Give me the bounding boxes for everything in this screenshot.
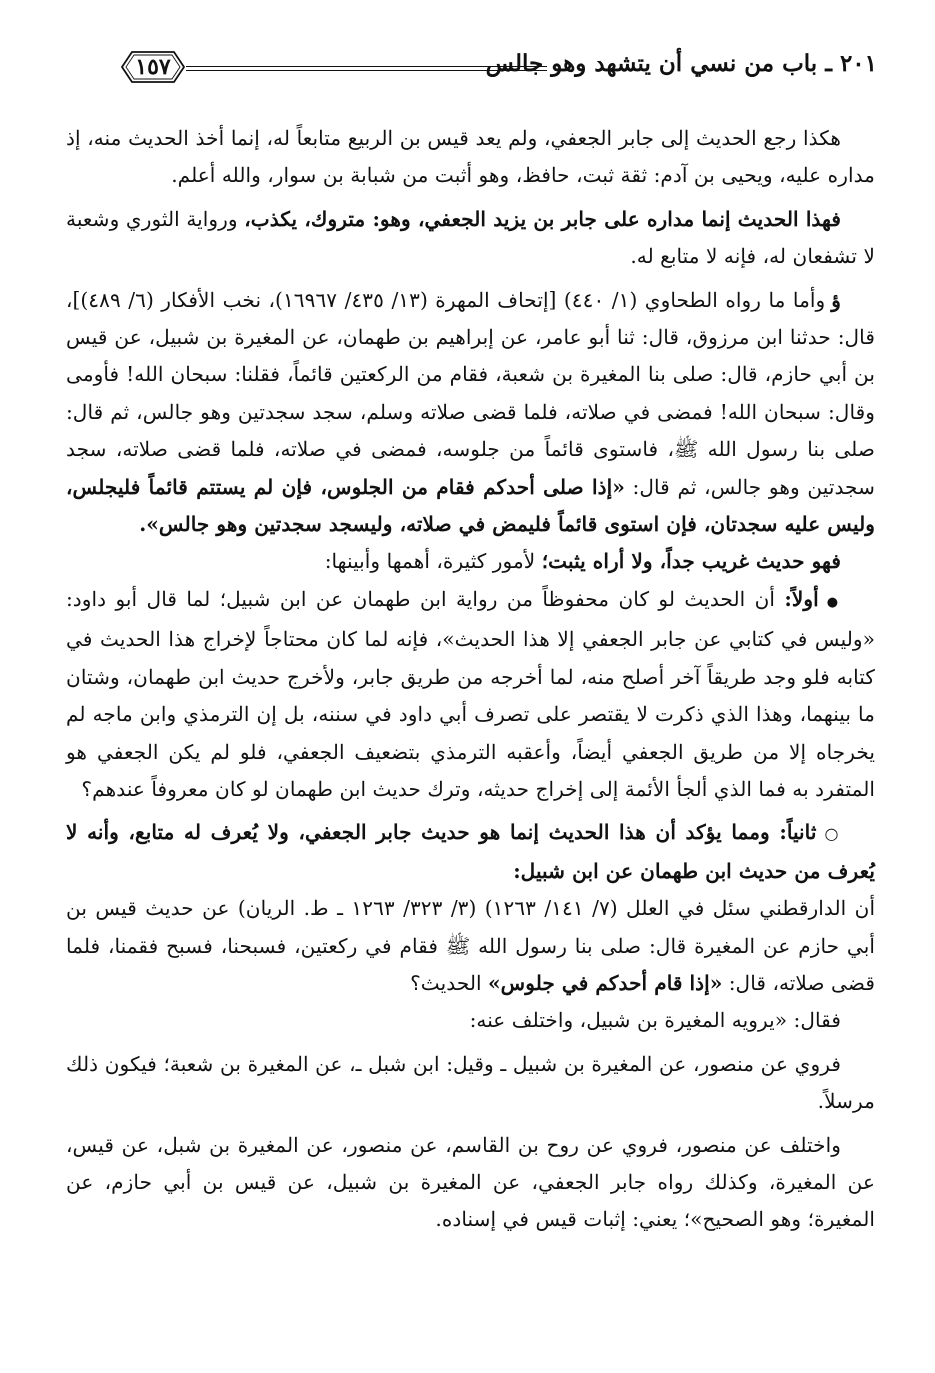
paragraph-5 bbox=[66, 581, 875, 808]
paragraph-7-text: أن الدارقطني سئل في العلل (٧/ ١٤١/ ١٢٦٣) (٣/ ٣٢٣/ ١٢٦٣ ـ ط. الريان) عن حديث قيس بن أبي حازم عن المغيرة قال: صلى بنا رسول الله ﷺ فقام في ركعتين، فسبحنا، فسبح فقمنا، فلما قضى صلاته، قال: bbox=[66, 896, 876, 995]
paragraph-1: هكذا رجع الحديث إلى جابر الجعفي، ولم يعد قيس بن الربيع متابعاً له، إنما أخذ الحديث منه، إذ مداره عليه، ويحيى بن آدم: ثقة ثبت، حافظ، وهو أثبت من شبابة بن سوار، والله أعلم. bbox=[66, 126, 875, 188]
paragraph-6 bbox=[66, 814, 875, 890]
paragraph-2 bbox=[66, 201, 875, 276]
paragraph-7-quote: «إذا قام أحدكم في جلوس» bbox=[488, 970, 723, 995]
paragraph-2-bold: فهذا الحديث إنما مداره على جابر بن يزيد الجعفي، وهو: متروك، يكذب، bbox=[244, 206, 841, 231]
paragraph-3 bbox=[66, 282, 875, 544]
paragraph-8: فقال: «يرويه المغيرة بن شبيل، واختلف عنه: bbox=[469, 1008, 841, 1033]
paragraph-7 bbox=[66, 890, 875, 1002]
hadith-marker-icon bbox=[825, 288, 841, 312]
paragraph-5-bold: أولاً: bbox=[784, 586, 819, 611]
paragraph-10: واختلف عن منصور، فروي عن روح بن القاسم، عن منصور، عن المغيرة بن شبل، عن قيس، عن المغيرة، وكذلك رواه جابر الجعفي، عن المغيرة بن شبيل، عن قيس بن أبي حازم، عن المغيرة؛ وهو الصحيح»؛ يعني: إثبات قيس في إسناده. bbox=[66, 1132, 875, 1232]
paragraph-4-bold: فهو حديث غريب جداً، ولا أراه يثبت؛ bbox=[541, 549, 841, 574]
paragraph-3-text: وأما ما رواه الطحاوي (١/ ٤٤٠) [إتحاف المهرة (١٣/ ٤٣٥/ ١٦٩٦٧)، نخب الأفكار (٦/ ٤٨٩)]، قال: حدثنا ابن مرزوق، قال: ثنا أبو عامر، عن إبراهيم بن طهمان، عن المغيرة بن شبيل، عن قيس بن أبي حازم، قال: صلى بنا المغيرة بن شعبة، فقام من الركعتين قائماً، فقلنا: سبحان الله! فأومى وقال: سبحان الله! فمضى في صلاته، فلما قضى صلاته وسلم، سجد سجدتين وهو جالس، ثم قال: صلى بنا رسول الله ﷺ، فاستوى قائماً من جلوسه، فمضى في صلاته، فلما قضى صلاته، سجد سجدتين وهو جالس، ثم قال: bbox=[66, 287, 876, 499]
paragraph-4 bbox=[66, 543, 875, 580]
paragraph-5-text: أن الحديث لو كان محفوظاً من رواية ابن طهمان عن ابن شبيل؛ لما قال أبو داود: «وليس في كتابي عن جابر الجعفي إلا هذا الحديث»، فإنه لما كان محتاجاً لإخراج هذا الحديث في كتابه فلو وجد طريقاً آخر أصلح منه، لما أخرجه من طريق جابر، ولأخرج حديث ابن طهمان، وشتان ما بينهما، وهذا الذي ذكرت لا يقتصر على تصرف أبي داود في سننه، بل إن الترمذي وابن ماجه لم يخرجاه إلا من طريق الجعفي أيضاً، وأعقبه الترمذي بتضعيف الجعفي، فلو لم يكن الجعفي هو المتفرد به فما الذي ألجأ الأئمة إلى إخراج حديثه، وترك حديث ابن طهمان لو كان معروفاً عندهم؟ bbox=[66, 586, 875, 801]
bullet-filled-icon bbox=[819, 587, 841, 611]
paragraph-7-end: الحديث؟ bbox=[410, 970, 489, 995]
paragraph-9: فروي عن منصور، عن المغيرة بن شبيل ـ وقيل: ابن شبل ـ، عن المغيرة بن شعبة؛ فيكون ذلك مرسلاً. bbox=[66, 1051, 875, 1114]
bullet-open-icon bbox=[816, 820, 841, 844]
paragraph-4-text: لأمور كثيرة، أهمها وأبينها: bbox=[324, 549, 542, 574]
page-number: ١٥٧ bbox=[118, 48, 188, 86]
page-header bbox=[76, 48, 877, 88]
paragraph-3-hadith: «إذا صلى أحدكم فقام من الجلوس، فإن لم يستتم قائماً فليجلس، وليس عليه سجدتان، فإن استوى قائماً فليمض في صلاته، وليسجد سجدتين وهو جالس». bbox=[66, 474, 875, 537]
paragraph-2-text: ورواية الثوري وشعبة لا تشفعان له، فإنه لا متابع له. bbox=[66, 206, 875, 269]
page-body bbox=[66, 120, 875, 1239]
chapter-title: ٢٠١ ـ باب من نسي أن يتشهد وهو جالس bbox=[485, 50, 877, 77]
header-rule bbox=[186, 66, 547, 71]
paragraph-6-text: ثانياً: ومما يؤكد أن هذا الحديث إنما هو حديث جابر الجعفي، ولا يُعرف له متابع، وأنه لا يُعرف من حديث ابن طهمان عن ابن شبيل: bbox=[66, 820, 875, 883]
